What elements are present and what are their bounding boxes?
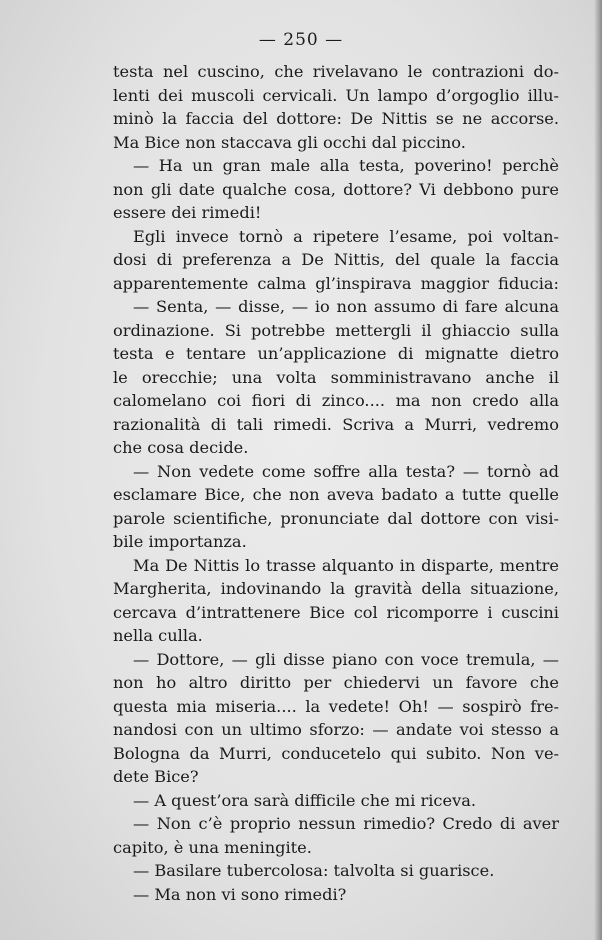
text-line: minò la faccia del dottore: De Nittis se ne accorse. [113,109,559,128]
text-line: Margherita, indovinando la gravità della situazione, [113,579,559,598]
text-line: lenti dei muscoli cervicali. Un lampo d’orgoglio illu- [113,85,559,105]
text-line: apparentemente calma gl’inspirava maggior fiducia: [113,273,559,293]
page-number: — 250 — [258,30,344,50]
text-line: nella culla. [113,626,203,645]
text-line: Egli invece tornò a ripetere l’esame, poi voltan- [133,226,559,246]
text-line: questa mia miseria.... la vedete! Oh! — sospirò fre- [113,696,559,716]
text-line: — Senta, — disse, — io non assumo di fare alcuna [133,297,559,316]
text-line: — Ha un gran male alla testa, poverino! perchè [133,156,559,175]
text-line: Bologna da Murri, conducetelo qui subito. Non ve- [113,743,559,763]
text-line: — Ma non vi sono rimedi? [133,884,347,904]
text-line: testa e tentare un’applicazione di mignatte dietro [113,344,559,363]
text-line: capito, è una meningite. [113,837,312,857]
text-line: dosi di preferenza a De Nittis, del quale la faccia [113,250,559,269]
text-line: calomelano coi fiori di zinco.... ma non credo alla [113,391,559,410]
text-line: ordinazione. Si potrebbe mettergli il ghiaccio sulla [113,320,559,340]
text-line: — Basilare tubercolosa: talvolta si guarisce. [133,861,495,880]
page-edge-shadow [594,0,602,940]
text-line: non gli date qualche cosa, dottore? Vi debbono pure [113,179,559,199]
text-line: — A quest’ora sarà difficile che mi riceva. [133,790,477,810]
text-line: razionalità di tali rimedi. Scriva a Murri, vedremo [113,414,559,434]
text-line: parole scientifiche, pronunciate dal dottore con visi- [113,508,559,528]
text-line: nandosi con un ultimo sforzo: — andate voi stesso a [113,720,559,739]
text-line: che cosa decide. [113,438,249,457]
text-line: Ma De Nittis lo trasse alquanto in disparte, mentre [133,555,559,575]
text-line: essere dei rimedi! [113,203,262,222]
text-line: dete Bice? [113,767,199,786]
text-line: — Non c’è proprio nessun rimedio? Credo di aver [133,814,559,833]
text-line: — Dottore, — gli disse piano con voce tremula, — [133,649,559,669]
text-line: — Non vedete come soffre alla testa? — tornò ad [133,461,559,481]
text-line: Ma Bice non staccava gli occhi dal piccino. [113,132,466,152]
text-line: le orecchie; una volta somministravano anche il [113,367,559,387]
text-line: bile importanza. [113,532,247,551]
body-text [113,60,559,906]
text-line: testa nel cuscino, che rivelavano le contrazioni do- [113,62,559,81]
text-line: cercava d’intrattenere Bice col ricomporre i cuscini [113,602,559,622]
text-line: non ho altro diritto per chiedervi un favore che [113,673,559,692]
text-line: esclamare Bice, che non aveva badato a tutte quelle [113,485,559,504]
